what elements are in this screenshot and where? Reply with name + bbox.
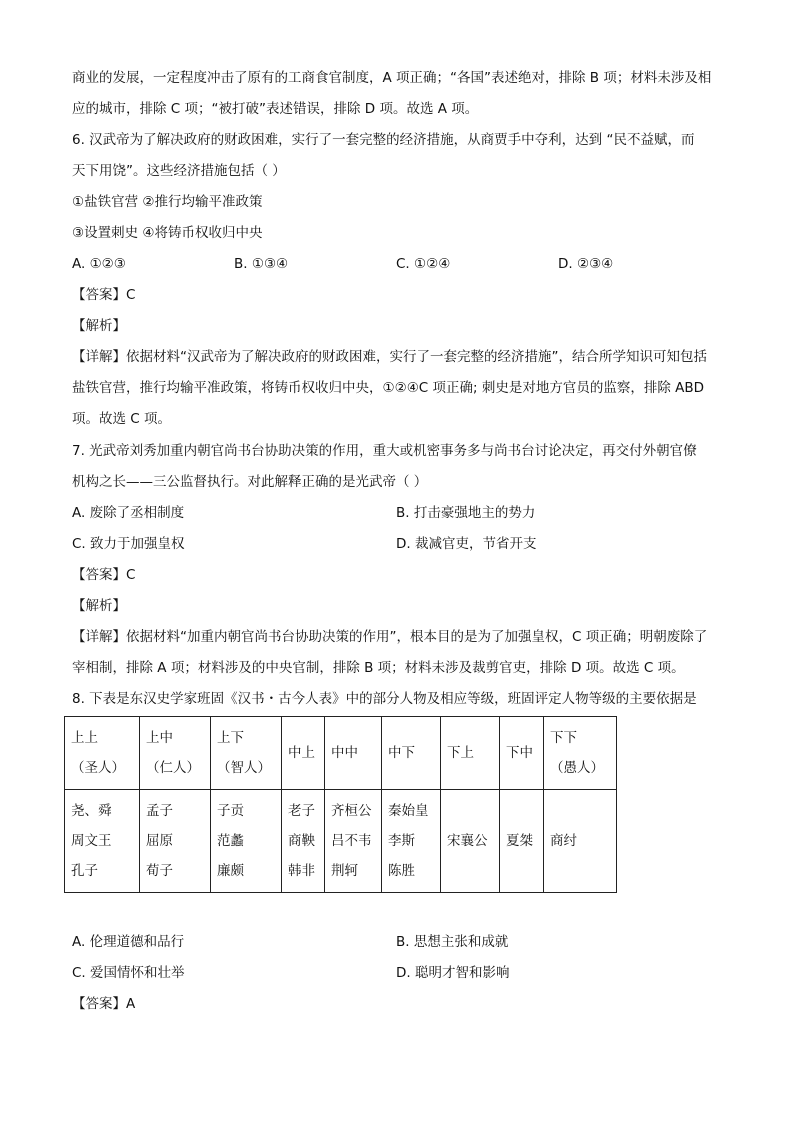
q6-stem-line-1: 6. 汉武帝为了解决政府的财政困难，实行了一套完整的经济措施，从商贾手中夺利，达到 “民不益赋，而 <box>72 132 695 148</box>
q7-stem-line-2: 机构之长——三公监督执行。对此解释正确的是光武帝（ ） <box>72 474 428 490</box>
rank-header-subtext: （智人） <box>217 760 271 776</box>
q6-items-line-1: ①盐铁官营 ②推行均输平准政策 <box>72 194 263 210</box>
q8-option-c: C. 爱国情怀和壮举 <box>72 965 185 981</box>
intro-line-1: 商业的发展，一定程度冲击了原有的工商食官制度，A 项正确；“各国”表述绝对，排除 B 项；材料未涉及相 <box>72 70 712 86</box>
rank-header-text: 下上 <box>447 745 474 761</box>
rank-header-cell <box>544 717 617 790</box>
intro-line-2: 应的城市，排除 C 项；“被打破”表述错误，排除 D 项。故选 A 项。 <box>72 101 479 117</box>
person-name: 商鞅 <box>288 833 315 849</box>
q6-option-d: D. ②③④ <box>558 256 614 272</box>
rank-people-cell <box>282 790 325 893</box>
rank-people-cell <box>500 790 544 893</box>
q7-stem-line-1: 7. 光武帝刘秀加重内朝官尚书台协助决策的作用，重大或机密事务多与尚书台讨论决定，再交付外朝官僚 <box>72 443 697 459</box>
person-name: 孟子 <box>146 803 173 819</box>
q6-items-line-2: ③设置刺史 ④将铸币权收归中央 <box>72 225 263 241</box>
rank-header-cell <box>441 717 500 790</box>
rank-header-cell <box>65 717 140 790</box>
person-name: 荆轲 <box>331 863 358 879</box>
person-name: 子贡 <box>217 803 244 819</box>
q6-detail-line-1: 【详解】依据材料“汉武帝为了解决政府的财政困难，实行了一套完整的经济措施”，结合所学知识可知包括 <box>72 349 707 365</box>
q6-answer: 【答案】C <box>72 287 136 303</box>
rank-header-text: 上中 <box>146 730 173 746</box>
q7-answer: 【答案】C <box>72 567 136 583</box>
person-name: 老子 <box>288 803 315 819</box>
q6-option-a: A. ①②③ <box>72 256 126 272</box>
person-name: 陈胜 <box>388 863 415 879</box>
person-name: 李斯 <box>388 833 415 849</box>
q7-analysis-tag: 【解析】 <box>72 598 126 614</box>
q7-option-d: D. 裁减官吏，节省开支 <box>396 536 537 552</box>
person-name: 范蠡 <box>217 833 244 849</box>
rank-people-cell <box>325 790 382 893</box>
q6-option-c: C. ①②④ <box>396 256 451 272</box>
rank-people-cell <box>382 790 441 893</box>
rank-header-subtext: （圣人） <box>71 760 125 776</box>
q6-option-b: B. ①③④ <box>234 256 289 272</box>
rank-people-cell <box>140 790 211 893</box>
rank-people-cell <box>65 790 140 893</box>
q8-answer: 【答案】A <box>72 996 136 1012</box>
person-name: 吕不韦 <box>331 833 372 849</box>
rank-header-subtext: （仁人） <box>146 760 200 776</box>
rank-people-cell <box>441 790 500 893</box>
q7-detail-line-1: 【详解】依据材料“加重内朝官尚书台协助决策的作用”，根本目的是为了加强皇权，C 项正确；明朝废除了 <box>72 629 708 645</box>
q7-option-c: C. 致力于加强皇权 <box>72 536 185 552</box>
rank-header-cell <box>140 717 211 790</box>
q7-option-b: B. 打击豪强地主的势力 <box>396 505 536 521</box>
rank-people-cell <box>211 790 282 893</box>
person-name: 夏桀 <box>506 833 533 849</box>
rank-header-subtext: （愚人） <box>550 760 604 776</box>
person-name: 秦始皇 <box>388 803 429 819</box>
person-name: 齐桓公 <box>331 803 372 819</box>
rank-header-cell <box>500 717 544 790</box>
q7-detail-line-2: 宰相制，排除 A 项；材料涉及的中央官制，排除 B 项；材料未涉及裁剪官吏，排除 D 项。故选 C 项。 <box>72 660 685 676</box>
q7-option-a: A. 废除了丞相制度 <box>72 505 185 521</box>
q6-detail-line-2: 盐铁官营，推行均输平准政策，将铸币权收归中央，①②④C 项正确; 刺史是对地方官员的监察，排除 ABD <box>72 380 705 396</box>
person-name: 廉颇 <box>217 863 244 879</box>
q6-analysis-tag: 【解析】 <box>72 318 126 334</box>
rank-header-text: 下中 <box>506 745 533 761</box>
person-name: 宋襄公 <box>447 833 488 849</box>
person-name: 商纣 <box>550 833 577 849</box>
rank-header-cell <box>282 717 325 790</box>
q8-option-b: B. 思想主张和成就 <box>396 934 509 950</box>
rank-header-text: 中中 <box>331 745 358 761</box>
rank-header-text: 上上 <box>71 730 98 746</box>
q8-stem: 8. 下表是东汉史学家班固《汉书・古今人表》中的部分人物及相应等级，班固评定人物等级的主要依据是 <box>72 691 697 707</box>
rank-header-text: 上下 <box>217 730 244 746</box>
rank-table-header-row <box>65 717 617 790</box>
person-name: 荀子 <box>146 863 173 879</box>
rank-header-cell <box>211 717 282 790</box>
q6-stem-line-2: 天下用饶”。这些经济措施包括（ ） <box>72 163 286 179</box>
rank-people-cell <box>544 790 617 893</box>
rank-table-body-row <box>65 790 617 893</box>
rank-header-text: 下下 <box>550 730 577 746</box>
rank-header-cell <box>382 717 441 790</box>
q8-option-a: A. 伦理道德和品行 <box>72 934 185 950</box>
rank-header-cell <box>325 717 382 790</box>
q8-option-d: D. 聪明才智和影响 <box>396 965 510 981</box>
person-name: 尧、舜 <box>71 803 112 819</box>
person-name: 屈原 <box>146 833 173 849</box>
q6-detail-line-3: 项。故选 C 项。 <box>72 411 172 427</box>
person-name: 周文王 <box>71 833 112 849</box>
person-name: 韩非 <box>288 863 315 879</box>
person-name: 孔子 <box>71 863 98 879</box>
rank-header-text: 中上 <box>288 745 315 761</box>
rank-header-text: 中下 <box>388 745 415 761</box>
rank-table <box>64 716 617 893</box>
